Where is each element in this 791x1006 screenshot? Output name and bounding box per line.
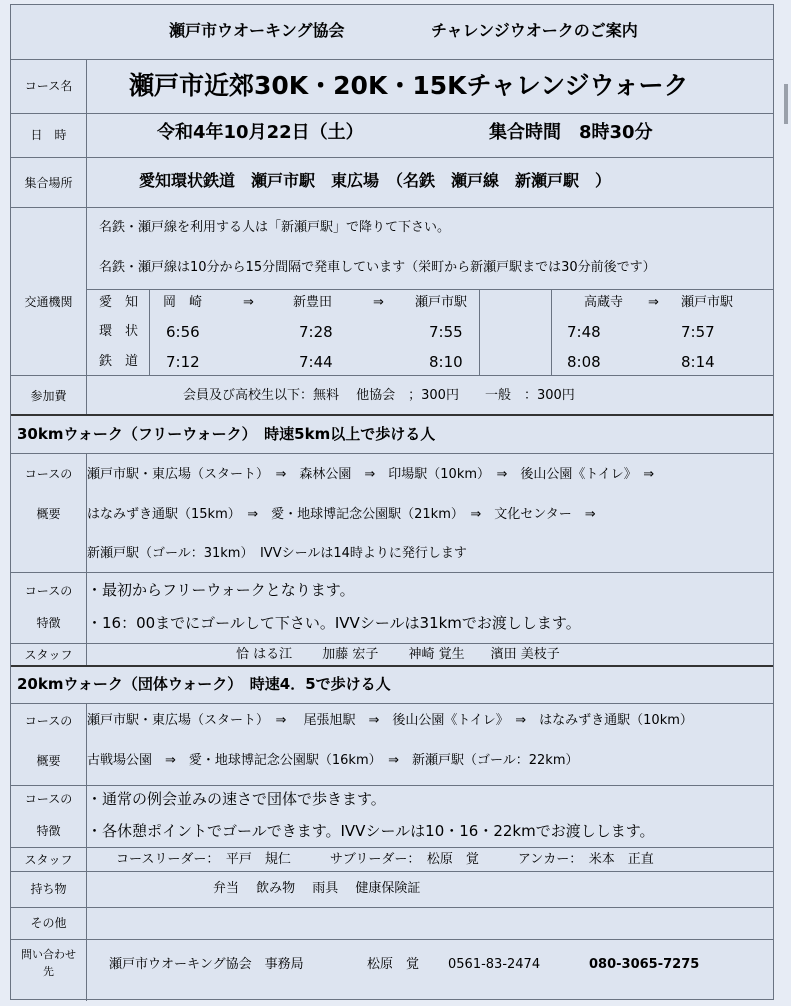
timetable-divider [149,289,150,375]
label-column-divider [86,703,87,1001]
date-label: 日 時 [30,128,67,142]
row-divider [11,703,773,704]
walk20-route: 古戦場公園 ⇒ 愛・地球博記念公園駅（16km） ⇒ 新瀬戸駅（ゴール：22km） [87,753,579,768]
items-value: 弁当 飲み物 雨具 健康保険証 [213,881,421,896]
flyer-page [10,4,774,1000]
walk30-route: 瀬戸市駅・東広場（スタート） ⇒ 森林公園 ⇒ 印場駅（10km） ⇒ 後山公園《トイレ》 ⇒ [87,467,655,482]
header-subtitle: チャレンジウオークのご案内 [431,21,638,40]
row-divider [11,907,773,908]
contact-label: 先 [43,965,54,978]
row-divider [11,207,773,208]
row-divider [11,113,773,114]
walk30-route: 新瀬戸駅（ゴール：31km） IVVシールは14時よりに発行します [87,546,467,561]
time-cell: 7:55 [429,323,463,341]
walk30-staff-label: スタッフ [24,648,73,662]
walk30-overview-label: コースの [24,467,73,481]
meeting-place-label: 集合場所 [24,176,73,190]
time-cell: 7:48 [567,323,601,341]
row-divider [86,289,773,290]
contact-org: 瀬戸市ウオーキング協会 事務局 [109,957,304,972]
event-date: 令和4年10月22日（土） [157,122,364,143]
walk20-feature-label: コースの [24,792,73,806]
contact-person: 松原 覚 [367,957,420,972]
section-divider [11,414,773,416]
fee-value: 会員及び高校生以下：無料 他協会 ；300円 一般 ：300円 [183,388,575,403]
arrow-icon: ⇒ [373,295,384,310]
walk30-feature: ・16：00までにゴールして下さい。IVVシールは31kmでお渡しします。 [87,614,581,632]
time-cell: 7:44 [299,353,333,371]
transport-label: 交通機関 [24,295,73,309]
walk20-staff-label: スタッフ [24,853,73,867]
walk30-route: はなみずき通駅（15km） ⇒ 愛・地球博記念公園駅（21km） ⇒ 文化センター ⇒ [87,507,596,522]
scrollbar-thumb[interactable] [784,84,788,124]
arrow-icon: ⇒ [243,295,254,310]
time-cell: 8:14 [681,353,715,371]
arrow-icon: ⇒ [648,295,659,310]
station-name: 新豊田 [293,295,333,310]
transport-note: 名鉄・瀬戸線を利用する人は「新瀬戸駅」で降りて下さい。 [99,220,451,235]
timetable-divider [551,289,552,375]
section-divider [11,665,773,667]
line-name: 環 状 [99,324,139,339]
walk20-overview-label: 概要 [36,754,61,768]
row-divider [11,847,773,848]
row-divider [11,572,773,573]
contact-mobile: 080-3065-7275 [589,957,700,972]
contact-label: 問い合わせ [21,948,76,961]
walk30-heading: 30kmウォーク（フリーウォーク） 時速5km以上で歩ける人 [17,425,436,443]
time-cell: 6:56 [166,323,200,341]
timetable-divider [479,289,480,375]
row-divider [11,871,773,872]
row-divider [11,453,773,454]
walk30-overview-label: 概要 [36,507,61,521]
row-divider [11,375,773,376]
walk20-route: 瀬戸市駅・東広場（スタート） ⇒ 尾張旭駅 ⇒ 後山公園《トイレ》 ⇒ はなみずき通駅（10km） [87,713,693,728]
row-divider [11,157,773,158]
transport-note: 名鉄・瀬戸線は10分から15分間隔で発車しています（栄町から新瀬戸駅までは30分前後です） [99,260,656,275]
walk30-feature-label: 特徴 [36,616,61,630]
time-cell: 8:10 [429,353,463,371]
walk20-feature: ・各休憩ポイントでゴールできます。IVVシールは10・16・22kmでお渡しします。 [87,822,655,840]
course-name-label: コース名 [24,79,73,93]
walk30-staff: 恰 はる江 加藤 宏子 神崎 覚生 濱田 美枝子 [236,647,560,662]
walk20-feature: ・通常の例会並みの速さで団体で歩きます。 [87,790,386,808]
station-name: 瀬戸市駅 [681,295,734,310]
time-cell: 7:28 [299,323,333,341]
other-label: その他 [30,916,67,930]
fee-label: 参加費 [30,389,67,403]
walk30-feature-label: コースの [24,584,73,598]
walk20-feature-label: 特徴 [36,824,61,838]
line-name: 鉄 道 [99,354,139,369]
items-label: 持ち物 [30,882,67,896]
station-name: 高蔵寺 [584,295,624,310]
walk20-staff: コースリーダー： 平戸 規仁 サブリーダー： 松原 覚 アンカー： 米本 正直 [116,852,654,867]
row-divider [11,785,773,786]
row-divider [11,59,773,60]
time-cell: 8:08 [567,353,601,371]
contact-phone: 0561-83-2474 [448,957,541,972]
row-divider [11,643,773,644]
walk20-overview-label: コースの [24,714,73,728]
gather-time: 集合時間 8時30分 [489,122,653,143]
label-column-divider [86,59,87,414]
time-cell: 7:57 [681,323,715,341]
line-name: 愛 知 [99,295,139,310]
walk20-heading: 20kmウォーク（団体ウォーク） 時速4．5で歩ける人 [17,675,391,693]
row-divider [11,939,773,940]
station-name: 瀬戸市駅 [415,295,468,310]
course-name: 瀬戸市近郊30K・20K・15Kチャレンジウォーク [129,71,689,100]
meeting-place: 愛知環状鉄道 瀬戸市駅 東広場 （名鉄 瀬戸線 新瀬戸駅 ） [139,171,612,190]
station-name: 岡 崎 [163,295,203,310]
time-cell: 7:12 [166,353,200,371]
walk30-feature: ・最初からフリーウォークとなります。 [87,581,355,599]
header-org: 瀬戸市ウオーキング協会 [169,21,345,40]
